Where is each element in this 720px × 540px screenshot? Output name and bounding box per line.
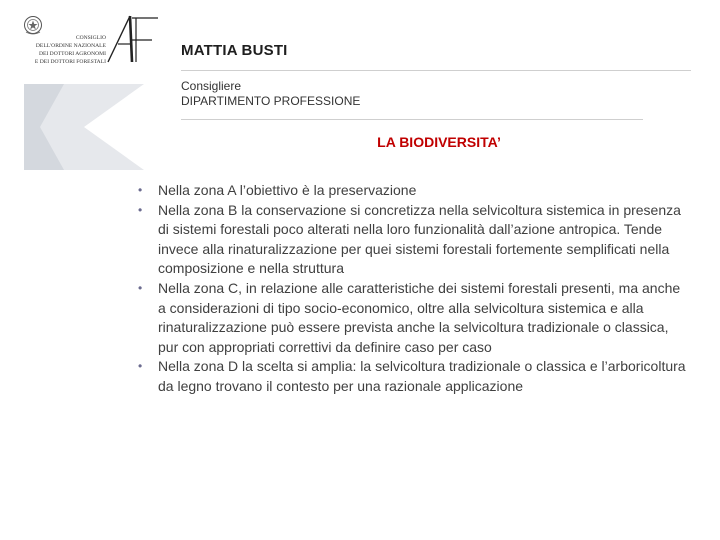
list-item	[138, 201, 690, 279]
council-line: DEI DOTTORI AGRONOMI	[38, 51, 106, 57]
af-logo	[106, 14, 160, 64]
role-label: Consigliere	[181, 79, 242, 93]
header-divider	[181, 119, 643, 120]
council-line: DELL'ORDINE NAZIONALE	[35, 43, 106, 49]
department-label: DIPARTIMENTO PROFESSIONE	[181, 94, 361, 108]
bullet-list	[138, 181, 690, 397]
bullet-dot-icon: •	[138, 280, 143, 295]
list-item-text: Nella zona B la conservazione si concretizza nella selvicoltura sistemica in presenza di sistemi forestali poco alterati nella loro funzionalità dall’azione antropica. Tende invece alla rinaturalizzazione per quei sistemi forestali fortemente semplificati nella composizione e nella struttura	[158, 201, 681, 277]
list-item-text: Nella zona A l’obiettivo è la preservazione	[158, 182, 417, 198]
bullet-dot-icon: •	[138, 359, 143, 374]
header-divider	[181, 70, 691, 71]
list-item-text: Nella zona C, in relazione alle caratteristiche dei sistemi forestali presenti, ma anche a considerazioni di tipo socio-economico, oltre alla selvicoltura sistemica e alla rinaturalizzazione può essere prevista anche la selvicoltura tradizionale o classica, pur con appropriati correttivi da definire caso per caso	[158, 279, 681, 355]
decorative-chevron	[24, 84, 144, 170]
list-item	[138, 181, 690, 201]
bullet-dot-icon: •	[138, 202, 143, 217]
council-line: E DEI DOTTORI FORESTALI	[34, 59, 106, 65]
list-item-text: Nella zona D la scelta si amplia: la selvicoltura tradizionale o classica e l’arboricoltura da legno trovano il contesto per una razionale applicazione	[158, 358, 686, 394]
council-line: CONSIGLIO	[75, 35, 106, 41]
bullet-dot-icon: •	[138, 183, 143, 197]
republic-emblem-icon	[23, 14, 43, 36]
council-name	[22, 34, 106, 66]
list-item	[138, 357, 690, 396]
list-item	[138, 279, 690, 357]
slide-title: LA BIODIVERSITA’	[377, 134, 501, 150]
person-name: MATTIA BUSTI	[181, 42, 288, 59]
